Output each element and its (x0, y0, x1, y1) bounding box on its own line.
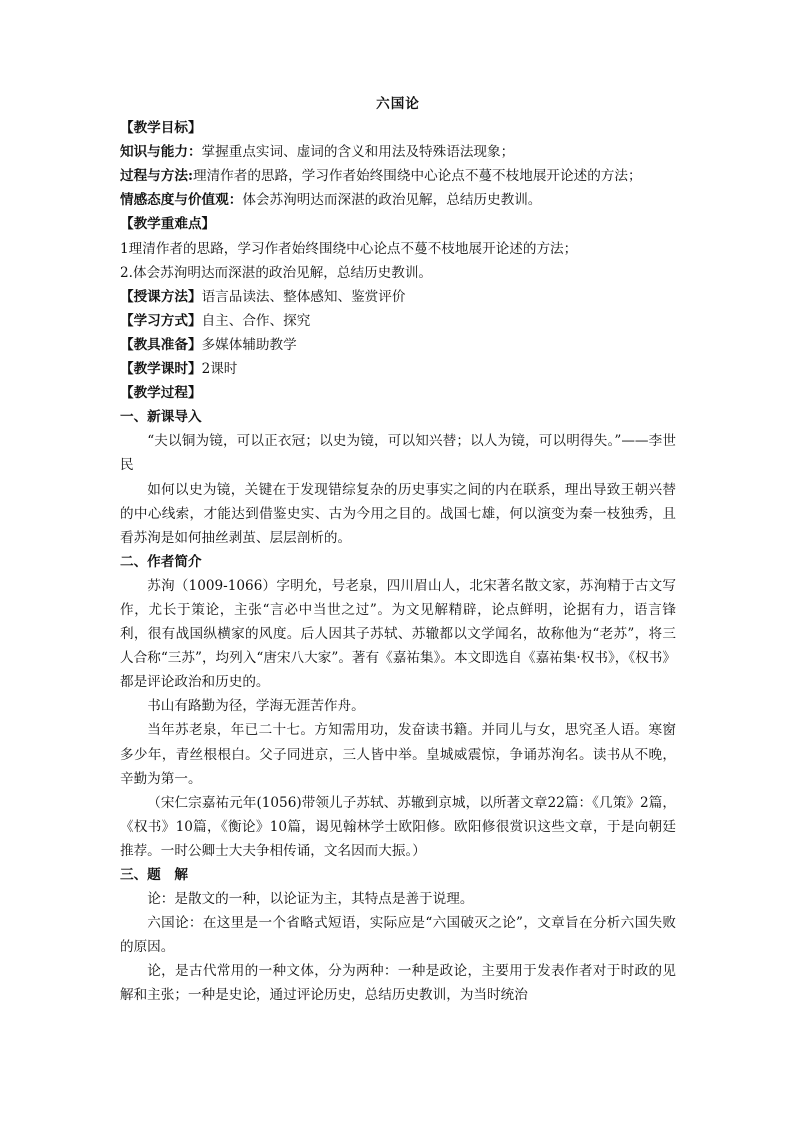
document-body (120, 92, 676, 1008)
teaching-tools (120, 333, 676, 357)
goal-process (120, 164, 676, 188)
learning-style (120, 309, 676, 333)
teaching-tools-label: 【教具准备】 (120, 336, 202, 353)
goal-process-label: 过程与方法: (120, 168, 193, 185)
heading-key-points: 【教学重难点】 (120, 216, 216, 233)
section-3-heading: 三、题 解 (120, 867, 188, 883)
class-hours-label: 【教学课时】 (120, 361, 202, 378)
class-hours-text: 2课时 (201, 361, 238, 378)
section-2-paragraph-1: 苏洵（1009-1066）字明允，号老泉，四川眉山人，北宋著名散文家，苏洵精于古文写作，尤长于策论，主张“言必中当世之过”。为文见解精辟，论点鲜明，论据有力，语言锋利，很有战国纵横家的风度。后人因其子苏轼、苏辙都以文学闻名，故称他为“老苏”，将三人合称“三苏”，均列入“唐宋八大家”。著有《嘉祐集》。本文即选自《嘉祐集·权书》，《权书》都是评论政治和历史的。 (120, 577, 676, 691)
teaching-method-text: 语言品读法、整体感知、鉴赏评价 (201, 288, 406, 305)
goal-emotion-text: 体会苏洵明达而深湛的政治见解，总结历史教训。 (242, 192, 542, 209)
key-point-1: 1理清作者的思路，学习作者始终围绕中心论点不蔓不枝地展开论述的方法； (120, 240, 578, 257)
goal-process-text: 理清作者的思路，学习作者始终围绕中心论点不蔓不枝地展开论述的方法； (193, 168, 642, 185)
section-3-paragraph-2: 六国论：在这里是一个省略式短语，实际应是“六国破灭之论”，文章旨在分析六国失败的原因。 (120, 915, 676, 956)
teaching-tools-text: 多媒体辅助教学 (201, 336, 297, 353)
section-2-paragraph-3: 当年苏老泉，年已二十七。方知需用功，发奋读书籍。并同儿与女，思究圣人语。寒窗多少年，青丝根根白。父子同进京，三人皆中举。皇城威震惊，争诵苏洵名。读书从不晚，辛勤为第一。 (120, 722, 676, 787)
goal-emotion (120, 188, 676, 212)
learning-style-label: 【学习方式】 (120, 312, 202, 329)
goal-knowledge (120, 140, 676, 164)
heading-teaching-process: 【教学过程】 (120, 385, 202, 402)
class-hours (120, 357, 676, 381)
section-2-paragraph-4: （宋仁宗嘉祐元年(1056)带领儿子苏轼、苏辙到京城，以所著文章22篇：《几策》2篇，《权书》10篇，《衡论》10篇，谒见翰林学士欧阳修。欧阳修很赏识这些文章，于是向朝廷推荐。一时公卿士大夫争相传诵，文名因而大振。） (120, 794, 676, 859)
teaching-method (120, 285, 676, 309)
key-point-2: 2.体会苏洵明达而深湛的政治见解，总结历史教训。 (120, 264, 433, 281)
goal-knowledge-text: 掌握重点实词、虚词的含义和用法及特殊语法现象； (201, 144, 515, 161)
teaching-method-label: 【授课方法】 (120, 288, 202, 305)
section-3-paragraph-1: 论：是散文的一种，以论证为主，其特点是善于说理。 (147, 891, 474, 908)
doc-title: 六国论 (376, 96, 420, 112)
section-2-heading: 二、作者简介 (120, 553, 202, 570)
section-1-heading: 一、新课导入 (120, 409, 202, 426)
goal-knowledge-label: 知识与能力： (120, 144, 202, 161)
goal-emotion-label: 情感态度与价值观： (120, 192, 243, 209)
section-1-quote: “夫以铜为镜，可以正衣冠；以史为镜，可以知兴替；以人为镜，可以明得失。”——李世民 (120, 433, 676, 474)
heading-teaching-goals: 【教学目标】 (120, 120, 202, 137)
section-3-paragraph-3: 论，是古代常用的一种文体，分为两种：一种是政论，主要用于发表作者对于时政的见解和主张；一种是史论，通过评论历史，总结历史教训，为当时统治 (120, 963, 676, 1004)
learning-style-text: 自主、合作、探究 (201, 312, 311, 329)
section-1-paragraph: 如何以史为镜，关键在于发现错综复杂的历史事实之间的内在联系，理出导致王朝兴替的中心线索，才能达到借鉴史实、古为今用之目的。战国七雄，何以演变为秦一枝独秀，且看苏洵是如何抽丝剥茧、层层剖析的。 (120, 481, 676, 546)
section-2-paragraph-2: 书山有路勤为径，学海无涯苦作舟。 (147, 698, 365, 715)
